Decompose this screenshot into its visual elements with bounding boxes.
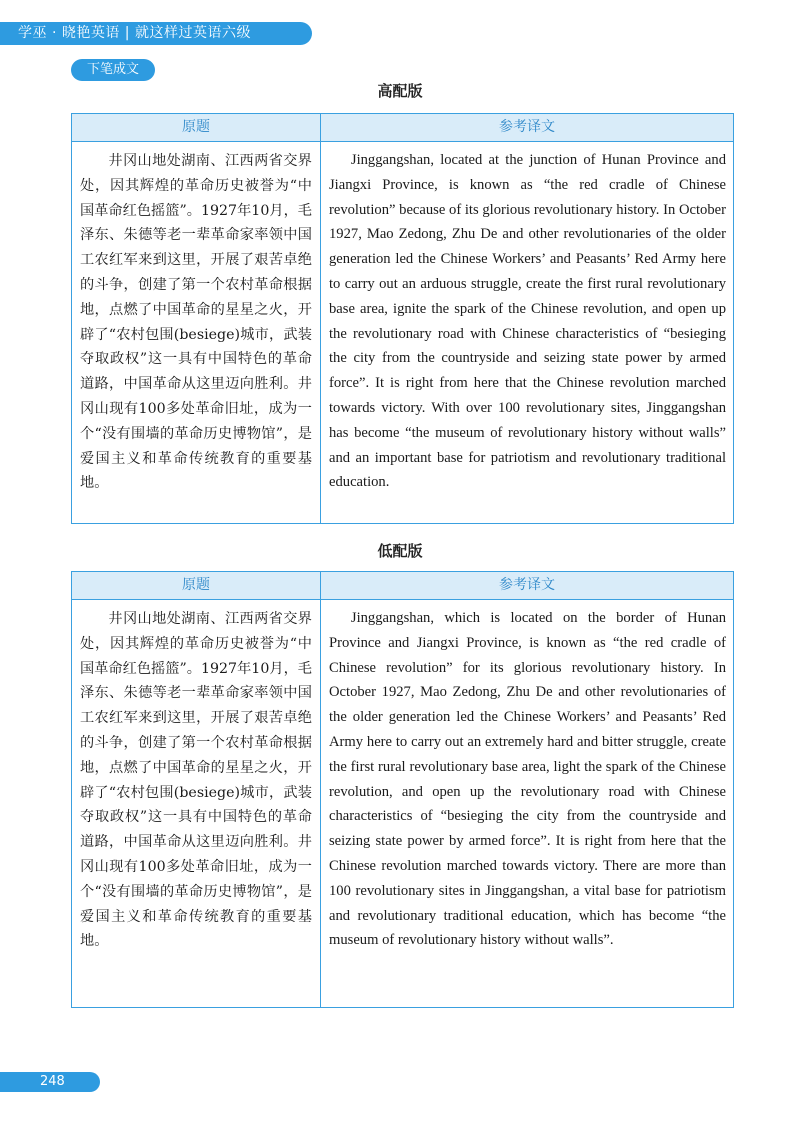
translation-column-header: 参考译文 [499, 577, 555, 593]
low-version-title: 低配版 [377, 542, 423, 560]
high-version-table [71, 113, 734, 524]
section-label: 下笔成文 [71, 59, 155, 81]
source-column-header: 原题 [72, 572, 321, 599]
table-header [72, 572, 733, 600]
book-header-banner: 学巫 · 晓艳英语 | 就这样过英语六级 [0, 22, 312, 45]
table-body [72, 600, 733, 1007]
high-version-title: 高配版 [377, 82, 423, 100]
table-body [72, 142, 733, 523]
translation-column-header: 参考译文 [499, 119, 555, 135]
translation-text: Jinggangshan, located at the junction of Hunan Province and Jiangxi Province, is known as “the red cradle of Chinese revolution” because of its glorious revolutionary history. In October 1927, Mao Zedong, Zhu De and other revolutionaries of the older generation led the Chinese Workers’ and Peasants’ Red Army here to carry out an arduous struggle, create the first rural revolutionary base area, ignite the spark of the Chinese revolution, and open up the revolutionary road with Chinese characteristics of “besieging the city from the countryside and seizing state power by armed force”. It is right from here that the Chinese revolution marched towards victory. With over 100 revolutionary sites, Jinggangshan has become “the museum of revolutionary history without walls” and an important base for patriotism and revolutionary traditional education. [329, 152, 726, 491]
source-column-header: 原题 [72, 114, 321, 141]
page-number: 248 [0, 1072, 100, 1092]
source-text: 井冈山地处湖南、江西两省交界处，因其辉煌的革命历史被誉为“中国革命红色摇篮”。1927年10月，毛泽东、朱德等老一辈革命家率领中国工农红军来到这里，开展了艰苦卓绝的斗争，创建了第一个农村革命根据地，点燃了中国革命的星星之火，开辟了“农村包围(besiege)城市，武装夺取政权”这一具有中国特色的革命道路，中国革命从这里迈向胜利。井冈山现有100多处革命旧址，成为一个“没有围墙的革命历史博物馆”，是爱国主义和革命传统教育的重要基地。 [72, 600, 321, 1007]
table-header [72, 114, 733, 142]
translation-text: Jinggangshan, which is located on the border of Hunan Province and Jiangxi Province, is known as “the red cradle of Chinese revolution” for its glorious revolutionary history. In October 1927, Mao Zedong, Zhu De and other revolutionaries of the older generation led the Chinese Workers’ and Peasants’ Red Army here to carry out an extremely hard and bitter struggle, create the first rural revolutionary base area, light the spark of the Chinese revolution, and open up the revolutionary road with Chinese characteristics of “besieging the city from the countryside and seizing state power by armed force”. It is right from here that the Chinese revolution marched towards victory. There are more than 100 revolutionary sites in Jinggangshan, a vital base for patriotism and revolutionary traditional education, which has become “the museum of revolutionary history without walls”. [329, 610, 726, 949]
low-version-table [71, 571, 734, 1008]
source-text: 井冈山地处湖南、江西两省交界处，因其辉煌的革命历史被誉为“中国革命红色摇篮”。1927年10月，毛泽东、朱德等老一辈革命家率领中国工农红军来到这里，开展了艰苦卓绝的斗争，创建了第一个农村革命根据地，点燃了中国革命的星星之火，开辟了“农村包围(besiege)城市，武装夺取政权”这一具有中国特色的革命道路，中国革命从这里迈向胜利。井冈山现有100多处革命旧址，成为一个“没有围墙的革命历史博物馆”，是爱国主义和革命传统教育的重要基地。 [72, 142, 321, 523]
